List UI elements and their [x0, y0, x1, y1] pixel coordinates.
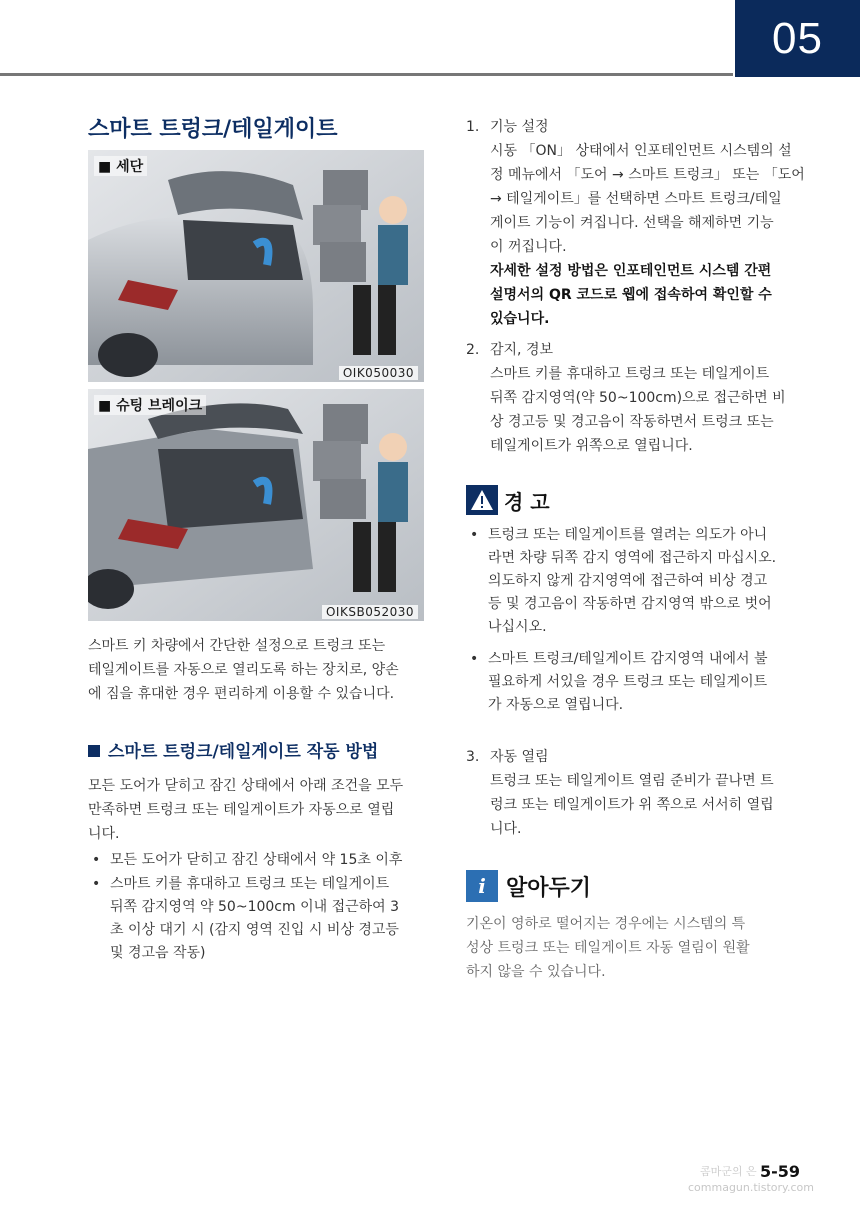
warning-triangle-icon: [466, 485, 498, 515]
text-line: 스마트 트렁크/테일게이트 감지영역 내에서 불: [488, 651, 768, 667]
text-line: 의도하지 않게 감지영역에 접근하여 비상 경고: [488, 573, 768, 589]
info-icon: i: [466, 870, 498, 902]
text-line: 및 경고음 작동): [110, 945, 206, 961]
text-line: 니다.: [490, 821, 522, 837]
intro-paragraph: [88, 634, 433, 706]
text-line: 성상 트렁크 또는 테일게이트 자동 열림이 원활: [466, 940, 750, 956]
step-3: [466, 745, 811, 841]
bold-text-line: 있습니다.: [490, 311, 550, 327]
text-line: 나십시오.: [488, 619, 547, 635]
square-bullet-icon: [88, 745, 100, 757]
chapter-number: 05: [772, 13, 823, 63]
text-line: 필요하게 서있을 경우 트렁크 또는 테일게이트: [488, 674, 768, 690]
text-line: 상 경고등 및 경고음이 작동하면서 트렁크 또는: [490, 414, 774, 430]
text-line: 스마트 키 차량에서 간단한 설정으로 트렁크 또는: [88, 638, 386, 654]
warning-title: 경 고: [504, 489, 550, 514]
step-number: 2.: [466, 342, 480, 358]
text-line: 등 및 경고음이 작동하면 감지영역 밖으로 벗어: [488, 596, 772, 612]
text-line: 라면 차량 뒤쪽 감지 영역에 접근하지 마십시오.: [488, 550, 777, 566]
warning-heading: [466, 485, 550, 515]
text-line: 가 자동으로 열립니다.: [488, 697, 624, 713]
text-line: 정 메뉴에서 「도어 → 스마트 트렁크」 또는 「도어: [490, 167, 805, 183]
text-line: 기온이 영하로 떨어지는 경우에는 시스템의 특: [466, 916, 746, 932]
text-line: 스마트 키를 휴대하고 트렁크 또는 테일게이트: [490, 366, 770, 382]
text-line: 자동 열림: [490, 749, 549, 765]
watermark-text: 콤마군의 은: [700, 1165, 757, 1178]
text-line: 뒤쪽 감지영역(약 50~100cm)으로 접근하면 비: [490, 390, 786, 406]
step-2: [466, 338, 811, 458]
section-title: 스마트 트렁크/테일게이트: [88, 117, 338, 142]
text-line: 트렁크 또는 테일게이트 열림 준비가 끝나면 트: [490, 773, 774, 789]
bullet-dot-icon: •: [92, 876, 101, 892]
step-number: 3.: [466, 749, 480, 765]
subheading: [88, 737, 378, 762]
sedan-illustration: [88, 150, 424, 382]
figure-shooting-brake: [88, 389, 424, 621]
watermark-url: commagun.tistory.com: [688, 1181, 814, 1194]
bullet-dot-icon: •: [470, 527, 479, 543]
info-heading: [466, 870, 591, 902]
text-line: 감지, 경보: [490, 342, 553, 358]
text-line: 게이트 기능이 켜집니다. 선택을 해제하면 기능: [490, 215, 774, 231]
text-line: 모든 도어가 닫히고 잠긴 상태에서 아래 조건을 모두: [88, 778, 404, 794]
conditions-paragraph: [88, 774, 433, 846]
text-line: 초 이상 대기 시 (감지 영역 진입 시 비상 경고등: [110, 922, 399, 938]
condition-bullet: [88, 873, 440, 965]
step-number: 1.: [466, 119, 480, 135]
text-line: 테일게이트가 위쪽으로 열립니다.: [490, 438, 693, 454]
figure-code: OIK050030: [339, 366, 418, 380]
text-line: 이 꺼집니다.: [490, 239, 567, 255]
warning-bullet: [466, 648, 833, 717]
text-line: 에 짐을 휴대한 경우 편리하게 이용할 수 있습니다.: [88, 686, 395, 702]
text-line: 시동 「ON」 상태에서 인포테인먼트 시스템의 설: [490, 143, 792, 159]
text-line: 하지 않을 수 있습니다.: [466, 964, 606, 980]
text-line: 렁크 또는 테일게이트가 위 쪽으로 서서히 열립: [490, 797, 774, 813]
text-line: 만족하면 트렁크 또는 테일게이트가 자동으로 열립: [88, 802, 395, 818]
step-1: [466, 115, 811, 331]
header-rule: [0, 73, 733, 76]
page-number: 5-59: [760, 1162, 801, 1181]
text-line: 기능 설정: [490, 119, 549, 135]
text-line: 트렁크 또는 테일게이트를 열려는 의도가 아니: [488, 527, 768, 543]
figure-code: OIKSB052030: [322, 605, 418, 619]
warning-bullet: [466, 524, 833, 639]
shooting-brake-illustration: [88, 389, 424, 621]
subheading-text: 스마트 트렁크/테일게이트 작동 방법: [108, 742, 379, 762]
text-line: 모든 도어가 닫히고 잠긴 상태에서 약 15초 이후: [110, 852, 403, 868]
text-line: 스마트 키를 휴대하고 트렁크 또는 테일게이트: [110, 876, 390, 892]
info-text: [466, 912, 806, 984]
condition-bullet: [88, 849, 440, 872]
text-line: 뒤쪽 감지영역 약 50~100cm 이내 접근하여 3: [110, 899, 400, 915]
bullet-dot-icon: •: [92, 852, 101, 868]
text-line: 테일게이트를 자동으로 열리도록 하는 장치로, 양손: [88, 662, 399, 678]
bold-text-line: 설명서의 QR 코드로 웹에 접속하여 확인할 수: [490, 287, 772, 303]
bold-text-line: 자세한 설정 방법은 인포테인먼트 시스템 간편: [490, 263, 772, 279]
info-title: 알아두기: [506, 875, 592, 901]
text-line: 니다.: [88, 826, 120, 842]
bullet-dot-icon: •: [470, 651, 479, 667]
figure-label: ■ 슈팅 브레이크: [94, 395, 206, 415]
figure-label: ■ 세단: [94, 156, 147, 176]
text-line: → 테일게이트」를 선택하면 스마트 트렁크/테일: [490, 191, 782, 207]
chapter-number-box: [735, 0, 860, 77]
figure-sedan: [88, 150, 424, 382]
